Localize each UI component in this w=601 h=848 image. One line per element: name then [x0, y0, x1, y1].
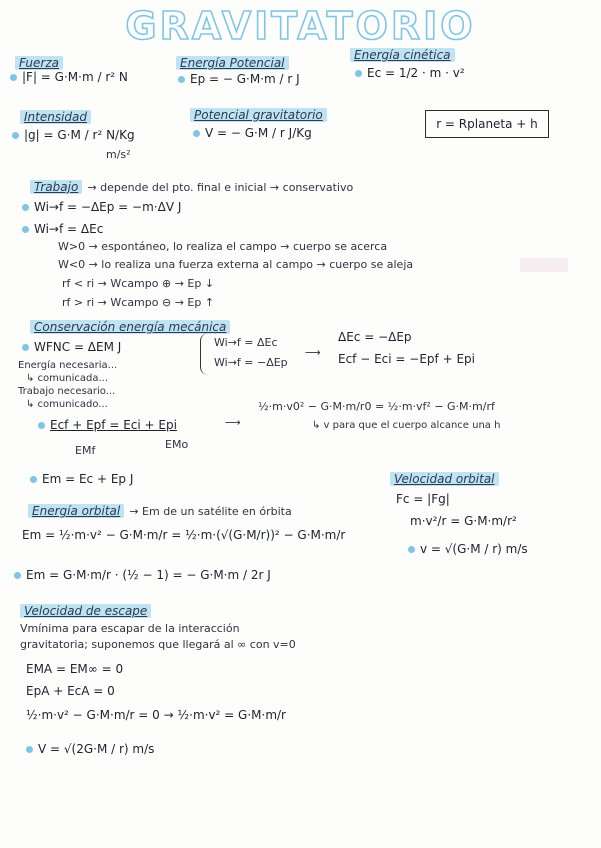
ec-formula: Ec = 1/2 · m · v²: [367, 66, 465, 80]
trabajo-line-6: rf > ri → Wcampo ⊖ → Ep ↑: [62, 296, 215, 309]
conservacion-label: Conservación energía mecánica: [30, 320, 230, 334]
ec-formula-row: [355, 66, 465, 80]
bullet-icon: [408, 546, 415, 553]
bullet-icon: [12, 132, 19, 139]
bullet-icon: [22, 344, 29, 351]
trabajo-line-2: [22, 222, 103, 236]
orbital-line-2: Em = G·M·m/r · (½ − 1) = − G·M·m / 2r J: [26, 568, 271, 582]
arrow-right-icon: ⟶: [225, 416, 241, 429]
ep-label: Energía Potencial: [176, 56, 289, 70]
intensidad-formula-row: [12, 128, 135, 142]
orbital-header-note: → Em de un satélite en órbita: [129, 505, 292, 518]
potencial-heading: [190, 104, 327, 123]
vorbital-eq: m·v²/r = G·M·m/r²: [410, 514, 517, 528]
potencial-formula-row: [193, 126, 312, 140]
trabajo-line-text: Wi→f = ΔEc: [34, 222, 104, 236]
intensidad-formula: |g| = G·M / r² N/Kg: [24, 128, 135, 142]
potencial-formula: V = − G·M / r J/Kg: [205, 126, 312, 140]
intensidad-heading: [20, 106, 91, 125]
bullet-icon: [10, 74, 17, 81]
conservacion-result-1: ΔEc = −ΔEp: [338, 330, 412, 344]
trabajo-line-1: [22, 200, 181, 214]
fuerza-heading: [15, 52, 63, 71]
vescape-label: Velocidad de escape: [20, 604, 151, 618]
intensidad-unit-alt: m/s²: [106, 148, 131, 161]
system-brace: [200, 333, 211, 375]
vorbital-fc: Fc = |Fg|: [396, 492, 450, 506]
orbital-line-2-row: [14, 568, 271, 582]
trabajo-line-5: rf < ri → Wcampo ⊕ → Ep ↓: [62, 277, 215, 290]
sum-formula-row: [38, 418, 177, 432]
note-4: ↳ comunicado...: [26, 399, 108, 410]
vescape-result: V = √(2G·M / r) m/s: [38, 742, 155, 756]
emf-label: EMf: [75, 444, 96, 457]
ep-heading: [176, 52, 289, 71]
orbital-label: Energía orbital: [28, 504, 124, 518]
system-eq-1: Wi→f = ΔEc: [214, 336, 278, 349]
trabajo-line-4: W<0 → lo realiza una fuerza externa al campo → cuerpo se aleja: [58, 258, 414, 271]
page-title: GRAVITATORIO: [125, 4, 476, 48]
conservacion-result-2: Ecf − Eci = −Epf + Epi: [338, 352, 475, 366]
bullet-icon: [30, 476, 37, 483]
arrow-right-icon: ⟶: [305, 346, 321, 359]
note-2: ↳ comunicada...: [26, 373, 109, 384]
bullet-icon: [26, 746, 33, 753]
wfnc-formula: WFNC = ΔEM J: [34, 340, 122, 354]
sum-formula: Ecf + Epf = Eci + Epi: [50, 418, 177, 432]
vescape-line-2: EpA + EcA = 0: [26, 684, 115, 698]
system-eq-2: Wi→f = −ΔEp: [214, 356, 288, 369]
ec-label: Energía cinética: [350, 48, 455, 62]
trabajo-line-text: Wi→f = −ΔEp = −m·ΔV J: [34, 200, 182, 214]
trabajo-line-3: W>0 → espontáneo, lo realiza el campo → cuerpo se acerca: [58, 240, 388, 253]
bullet-icon: [355, 70, 362, 77]
vescape-desc-2: gravitatoria; suponemos que llegará al ∞ con v=0: [20, 638, 296, 651]
potencial-label: Potencial gravitatorio: [190, 108, 327, 122]
bullet-icon: [22, 226, 29, 233]
trabajo-label: Trabajo: [30, 180, 82, 194]
orbital-heading: [28, 500, 292, 519]
vescape-line-1: EMA = EM∞ = 0: [26, 662, 124, 676]
bullet-icon: [22, 204, 29, 211]
note-1: Energía necesaria...: [18, 360, 118, 371]
conservacion-heading: [30, 316, 230, 335]
vorbital-heading: [390, 468, 499, 487]
escape-height-eq: ½·m·v0² − G·M·m/r0 = ½·m·vf² − G·M·m/rf: [258, 400, 495, 413]
trabajo-header-note: → depende del pto. final e inicial → conservativo: [87, 181, 354, 194]
fuerza-formula-row: [10, 70, 128, 84]
vorbital-label: Velocidad orbital: [390, 472, 499, 486]
ep-formula-row: [178, 72, 300, 86]
em-row: [30, 472, 133, 486]
vescape-line-3: ½·m·v² − G·M·m/r = 0 → ½·m·v² = G·M·m/r: [26, 708, 286, 722]
fuerza-label: Fuerza: [15, 56, 63, 70]
vescape-heading: [20, 600, 151, 619]
intensidad-label: Intensidad: [20, 110, 91, 124]
fuerza-formula: |F| = G·M·m / r² N: [22, 70, 128, 84]
emo-label: EMo: [165, 438, 189, 451]
bullet-icon: [193, 130, 200, 137]
faded-mark: [520, 258, 568, 272]
ep-formula: Ep = − G·M·m / r J: [190, 72, 300, 86]
vescape-desc-1: Vmínima para escapar de la interacción: [20, 622, 240, 635]
trabajo-heading: [30, 176, 353, 195]
radius-box: r = Rplaneta + h: [425, 110, 549, 138]
vorbital-result-row: [408, 542, 528, 556]
ec-heading: [350, 44, 455, 63]
wfnc-row: [22, 340, 121, 354]
vescape-result-row: [26, 742, 154, 756]
vorbital-result: v = √(G·M / r) m/s: [420, 542, 528, 556]
em-formula: Em = Ec + Ep J: [42, 472, 134, 486]
bullet-icon: [38, 422, 45, 429]
orbital-line-1: Em = ½·m·v² − G·M·m/r = ½·m·(√(G·M/r))² − G·M·m/r: [22, 528, 346, 542]
escape-height-note: ↳ v para que el cuerpo alcance una h: [312, 420, 501, 431]
note-3: Trabajo necesario...: [18, 386, 116, 397]
bullet-icon: [14, 572, 21, 579]
bullet-icon: [178, 76, 185, 83]
